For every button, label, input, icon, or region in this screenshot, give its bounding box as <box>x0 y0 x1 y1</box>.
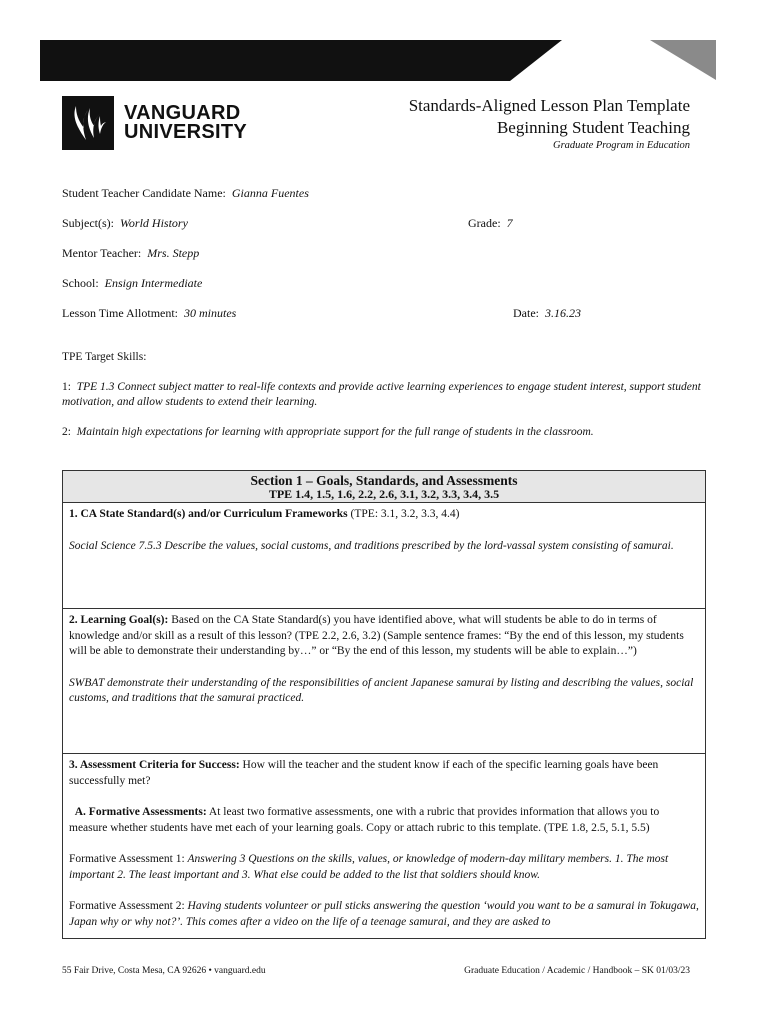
vanguard-logo <box>62 96 247 150</box>
candidate-name-field <box>62 186 309 201</box>
flame-logo-icon <box>62 96 114 150</box>
document-title: Standards-Aligned Lesson Plan Template <box>408 96 690 115</box>
row3-prompt: How will the teacher and the student know if each of the specific learning goals have been successfully met? <box>69 759 659 787</box>
formative-assessment-2 <box>69 899 699 930</box>
subject-field <box>62 216 188 231</box>
mentor-label: Mentor Teacher: <box>62 246 142 260</box>
document-title-block <box>409 95 690 151</box>
row1-answer: Social Science 7.5.3 Describe the values, social customs, and traditions prescribed by the lord-vassal system consisting of samurai. <box>69 539 674 552</box>
mentor-field <box>62 246 199 261</box>
time-allotment-field <box>62 306 236 321</box>
header-black-bar <box>40 40 510 81</box>
mentor-value: Mrs. Stepp <box>147 246 200 260</box>
logo-line2: UNIVERSITY <box>124 121 248 143</box>
date-label: Date: <box>513 306 539 320</box>
row2-heading: 2. Learning Goal(s): <box>69 614 169 626</box>
formative-assessment-1 <box>69 852 699 883</box>
row2-prompt: Based on the CA State Standard(s) you have identified above, what will students be able to do in terms of knowledge and/or skill as a result of this lesson? (TPE 2.2, 2.6, 3.2) (Sample sentence frames: “By the end of this lesson, my students will be able to demonstrate their understanding by…” or “By the end of this lesson, my students will be able to explain…”) <box>69 614 684 657</box>
row1-heading: 1. CA State Standard(s) and/or Curriculum Frameworks <box>69 508 348 520</box>
fa2-label: Formative Assessment 2: <box>69 900 188 912</box>
tpe-skill-2 <box>62 425 702 440</box>
row3-a-heading: A. Formative Assessments: <box>74 806 207 818</box>
row-learning-goals <box>63 609 705 754</box>
school-value: Ensign Intermediate <box>104 276 203 290</box>
school-field <box>62 276 202 291</box>
header-bar-slant <box>510 40 562 81</box>
time-allotment-value: 30 minutes <box>184 306 237 320</box>
section-1-title: Section 1 – Goals, Standards, and Assessments <box>250 473 518 488</box>
footer-doc-id: Graduate Education / Academic / Handbook – SK 01/03/23 <box>464 966 690 976</box>
row2-answer: SWBAT demonstrate their understanding of the responsibilities of ancient Japanese samurai by listing and describing the values, social customs, and traditions that the samurai practiced. <box>69 676 694 704</box>
row3-heading: 3. Assessment Criteria for Success: <box>69 759 240 771</box>
tpe-skill-1-text: TPE 1.3 Connect subject matter to real-life contexts and provide active learning experiences to engage student interest, support student motivation, and allow students to extend their learning. <box>62 381 701 408</box>
time-allotment-label: Lesson Time Allotment: <box>62 306 179 320</box>
document-subtitle: Beginning Student Teaching <box>496 118 690 137</box>
row1-tpe: (TPE: 3.1, 3.2, 3.3, 4.4) <box>347 508 460 520</box>
fa1-label: Formative Assessment 1: <box>69 853 188 865</box>
footer-address: 55 Fair Drive, Costa Mesa, CA 92626 • vanguard.edu <box>62 966 266 976</box>
candidate-name-label: Student Teacher Candidate Name: <box>62 186 226 200</box>
tpe-skill-2-num: 2: <box>62 426 71 438</box>
tpe-skill-1 <box>62 380 702 410</box>
date-value: 3.16.23 <box>545 306 581 320</box>
grade-label: Grade: <box>468 216 501 230</box>
subject-label: Subject(s): <box>62 216 114 230</box>
program-name: Graduate Program in Education <box>553 140 690 151</box>
candidate-name-value: Gianna Fuentes <box>231 186 309 200</box>
section-1-table <box>62 470 706 939</box>
grade-field <box>468 216 513 231</box>
tpe-label: TPE Target Skills: <box>62 351 147 363</box>
row3-a-prompt: At least two formative assessments, one with a rubric that provides information that allows you to measure whether students have met each of your learning goals. Copy or attach rubric to this template. (TPE 1.8, 2.5, 5.1, 5.5) <box>69 806 660 834</box>
subject-value: World History <box>120 216 188 230</box>
row-state-standards <box>63 503 705 609</box>
section-1-tpes: TPE 1.4, 1.5, 1.6, 2.2, 2.6, 3.1, 3.2, 3.3, 3.4, 3.5 <box>268 487 500 501</box>
school-label: School: <box>62 276 99 290</box>
grade-value: 7 <box>506 216 513 230</box>
logo-line1: VANGUARD <box>124 102 241 124</box>
tpe-skill-2-text: Maintain high expectations for learning with appropriate support for the full range of students in the classroom. <box>76 426 594 438</box>
fa1-text: Answering 3 Questions on the skills, values, or knowledge of modern-day military members. 1. The most important 2. The least important and 3. What else could be added to the list that soldiers should know. <box>69 853 669 881</box>
corner-triangle <box>650 40 716 80</box>
formative-assessments-block <box>69 805 699 836</box>
row-assessment-criteria <box>63 754 705 938</box>
tpe-skill-1-num: 1: <box>62 381 71 393</box>
fa2-text: Having students volunteer or pull sticks answering the question ‘would you want to be a samurai in Tokugawa, Japan why or why not?’. This comes after a video on the life of a teenage samurai, and they are asked to <box>69 900 699 928</box>
section-1-header <box>63 471 705 503</box>
date-field <box>513 306 581 321</box>
